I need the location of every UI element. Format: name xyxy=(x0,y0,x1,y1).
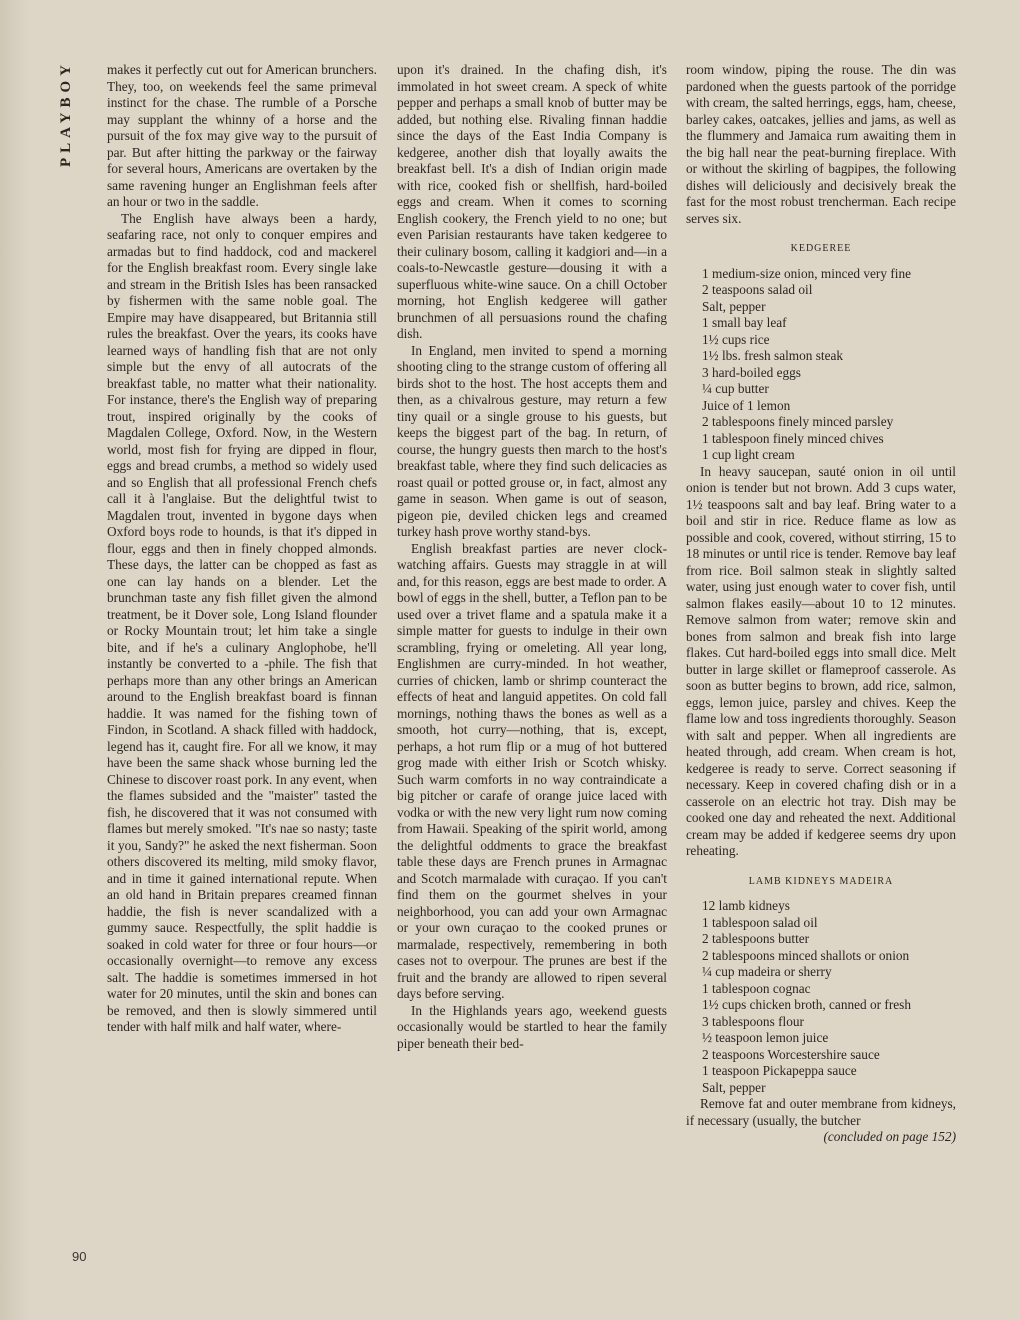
recipe-title-lamb-kidneys: LAMB KIDNEYS MADEIRA xyxy=(748,875,894,887)
paragraph: upon it's drained. In the chafing dish, it's immolated in hot sweet cream. A speck of white pepper and perhaps a small knob of butter may be added, but nothing else. Rivaling finnan haddie since the days of the East India Company is kedgeree, another dish that loyally awaits the breakfast bell. It's a dish of Indian origin made with rice, cooked fish or shellfish, hard-boiled eggs and cream. When it comes to scorning English cookery, the French yield to no one; but even Parisian restaurants have taken kedgeree to their culinary bosom, calling it kadgiori and—in a coals-to-Newcastle gesture—dousing it with a superfluous white-wine sauce. On a chill October morning, hot English kedgeree will gather brunchmen of all persuasions round the chafing dish. xyxy=(397,62,667,341)
continuation-note: (concluded on page 152) xyxy=(823,1129,956,1144)
ingredient: Juice of 1 lemon xyxy=(702,397,791,413)
ingredient: ½ teaspoon lemon juice xyxy=(702,1030,829,1045)
recipe-title-kedgeree: KEDGEREE xyxy=(790,243,852,254)
ingredient: Salt, pepper xyxy=(702,298,766,314)
paragraph: makes it perfectly cut out for American brunchers. They, too, on weekends feel the same primeval instinct for the chase. The rumble of a Porsche may supplant the whinny of a horse and the pursuit of the fox may give way to the pursuit of par. But after hitting the parkway or the fairway for several hours, Americans are overtaken by the same ravening hunger an Englishman feels after an hour or two in the saddle. xyxy=(107,62,377,209)
ingredient: 1 teaspoon Pickapeppa sauce xyxy=(702,1063,857,1078)
ingredient: 1 small bay leaf xyxy=(702,315,787,330)
paragraph: In England, men invited to spend a morning shooting cling to the strange custom of offering all birds shot to the host. The host accepts them and then, as a chivalrous gesture, may return a few tiny quail or a single grouse to his guests, but keeps the biggest part of the bag. In return, of course, the hungry guests then march to the host's breakfast table, where they find such delicacies as roast quail or potted grouse or, in fact, almost any game in season. When game is out of season, pigeon pie, deviled chicken legs and creamed turkey hash prove worthy stand-bys. xyxy=(397,342,667,539)
paragraph: The English have always been a hardy, seafaring race, not only to conquer empires and armadas but to find haddock, cod and mackerel for the English breakfast room. Every single lake and stream in the British Isles has been ransacked by fishermen with the same noble goal. The Empire may have disappeared, but Britannia still rules the breakfast. Over the years, its cooks have learned ways of handling fish that are not only simple but the envy of all autocrats of the breakfast table, no matter what their nationality. For instance, there's the English way of preparing trout, inspired originally by the cooks of Magdalen College, Oxford. Now, in the Western world, most fish for frying are dipped in flour, eggs and bread crumbs, a method so widely used and so English that all professional French chefs call it à l'anglaise. But the delightful twist to Magdalen trout, invented in bygone days when Oxford boys rode to hounds, is that it's dipped in flour, eggs and then in finely chopped almonds. These days, the latter can be chopped as fast as one can lay hands on a blender. Let the brunchman taste any fish fillet given the almond treatment, be it Dover sole, Long Island flounder or Rocky Mountain trout; let him take a single bite, and if he's a culinary Anglophobe, he'll instantly be converted to a -phile. The fish that perhaps more than any other brings an American around to the English breakfast board is finnan haddie. It was named for the fishing town of Findon, in Scotland. A shack filled with haddock, legend has it, caught fire. For all we know, it may have been the same shack whose burning led the Chinese to discover roast pork. In any event, when the flames subsided and the "maister" tasted the fish, he discovered that it was not consumed with flames but merely smoked. "It's nae so nasty; taste it you, Sandy?" he asked the next fisherman. Soon others discovered its melting, mild smoky flavor, and in time it gained international repute. When an old hand in Britain prepares creamed finnan haddie, the fish is never scandalized with a gummy sauce. Respectfully, the split haddie is soaked in cold water for three or four hours—or occasionally overnight—to remove any excess salt. The haddie is sometimes immersed in hot water for 20 minutes, until the skin and bones can be removed, and then is slowly simmered until tender with half milk and half water, where- xyxy=(107,210,377,1034)
recipe-method-kedgeree: In heavy saucepan, sauté onion in oil until onion is tender but not brown. Add 3 cups water, 1½ teaspoons salt and bay leaf. Bring water to a boil and stir in rice. Reduce flame as low as possible and cook, covered, without stirring, 15 to 18 minutes or until rice is tender. Remove bay leaf from rice. Boil salmon steak in slightly salted water, using just enough water to cover fish, until salmon flakes easily—about 10 to 12 minutes. Remove salmon from water; remove skin and bones from salmon and break fish into large flakes. Cut hard-boiled eggs into small dice. Melt butter in large skillet or flameproof casserole. As soon as butter begins to brown, add rice, salmon, eggs, lemon juice, parsley and chives. Keep the flame low and toss ingredients thoroughly. Season with salt and pepper. When all ingredients are heated through, add cream. When cream is hot, kedgeree is ready to serve. Correct seasoning if necessary. Keep in covered chafing dish or in a casserole on an electric hot tray. Dish may be cooked one day and reheated the next. Additional cream may be added if kedgeree seems dry upon reheating. xyxy=(686,463,956,858)
ingredient: 1 tablespoon cognac xyxy=(702,980,811,996)
ingredient: 12 lamb kidneys xyxy=(702,898,790,913)
magazine-name: PLAYBOY xyxy=(58,60,74,167)
ingredient: 1 tablespoon salad oil xyxy=(702,914,818,930)
ingredient: 1 tablespoon finely minced chives xyxy=(702,430,884,446)
paragraph: English breakfast parties are never clock-watching affairs. Guests may straggle in at will and, for this reason, eggs are best made to order. A bowl of eggs in the shell, butter, a Teflon pan to be used over a trivet flame and a spatula make it a simple matter for guests to indulge in their own scrambling, frying or omeleting. All year long, Englishmen are curry-minded. In hot weather, curries of chicken, lamb or shrimp counteract the effects of heat and languid appetites. On cold fall mornings, nothing thaws the bones as well as a smooth, hot curry—nothing, that is, except, perhaps, a hot rum flip or a mug of hot buttered grog made with either Irish or Scotch whisky. Such warm comforts in no way contraindicate a big pitcher or carafe of orange juice laced with vodka or with the new very light rum now coming from Hawaii. Speaking of the spirit world, among the delightful oddments to grace the breakfast table these days are French prunes in Armagnac and Scotch marmalade with curaçao. If you can't find them on the gourmet shelves in your neighborhood, you can add your own Armagnac or your own curaçao to the cooked prunes or marmalade, respectively, remembering in both cases not to overpour. The prunes are best if the fruit and the brandy are allowed to ripen several days before serving. xyxy=(397,540,667,1001)
paragraph: In the Highlands years ago, weekend guests occasionally would be startled to hear the family piper beneath their bed- xyxy=(397,1002,667,1051)
ingredient: ¼ cup butter xyxy=(702,381,769,396)
ingredient: 1 cup light cream xyxy=(702,447,795,462)
ingredient-list-lamb-kidneys xyxy=(702,898,956,1096)
ingredient: ¼ cup madeira or sherry xyxy=(702,964,832,979)
ingredient: 2 tablespoons finely minced parsley xyxy=(702,414,894,429)
recipe-method-lamb-kidneys: Remove fat and outer membrane from kidneys, if necessary (usually, the butcher xyxy=(686,1096,956,1128)
page-edge-shadow xyxy=(0,0,30,1320)
page-number: 90 xyxy=(72,1249,87,1264)
ingredient: 1½ lbs. fresh salmon steak xyxy=(702,348,844,363)
ingredient: 2 teaspoons Worcestershire sauce xyxy=(702,1046,880,1062)
ingredient: 2 tablespoons minced shallots or onion xyxy=(702,947,910,963)
ingredient: 3 hard-boiled eggs xyxy=(702,364,801,380)
ingredient: 2 teaspoons salad oil xyxy=(702,282,813,297)
column-1 xyxy=(107,62,377,1036)
ingredient: 2 tablespoons butter xyxy=(702,931,810,946)
column-2 xyxy=(397,62,667,1052)
ingredient-list-kedgeree xyxy=(702,266,956,464)
paragraph: room window, piping the rouse. The din was pardoned when the guests partook of the porridge with cream, the salted herrings, eggs, ham, cheese, barley cakes, oatcakes, jellies and jams, as well as the flummery and Jamaica rum awaiting them in the big hall near the peat-burning fireplace. With or without the skirling of bagpipes, the following dishes will deliciously and decisively break the fast for the most robust trencherman. Each recipe serves six. xyxy=(686,62,956,226)
ingredient: 1½ cups chicken broth, canned or fresh xyxy=(702,997,911,1012)
ingredient: 3 tablespoons flour xyxy=(702,1013,804,1029)
column-3 xyxy=(686,62,956,1146)
ingredient: 1½ cups rice xyxy=(702,331,770,347)
ingredient: Salt, pepper xyxy=(702,1079,766,1095)
ingredient: 1 medium-size onion, minced very fine xyxy=(702,265,911,281)
